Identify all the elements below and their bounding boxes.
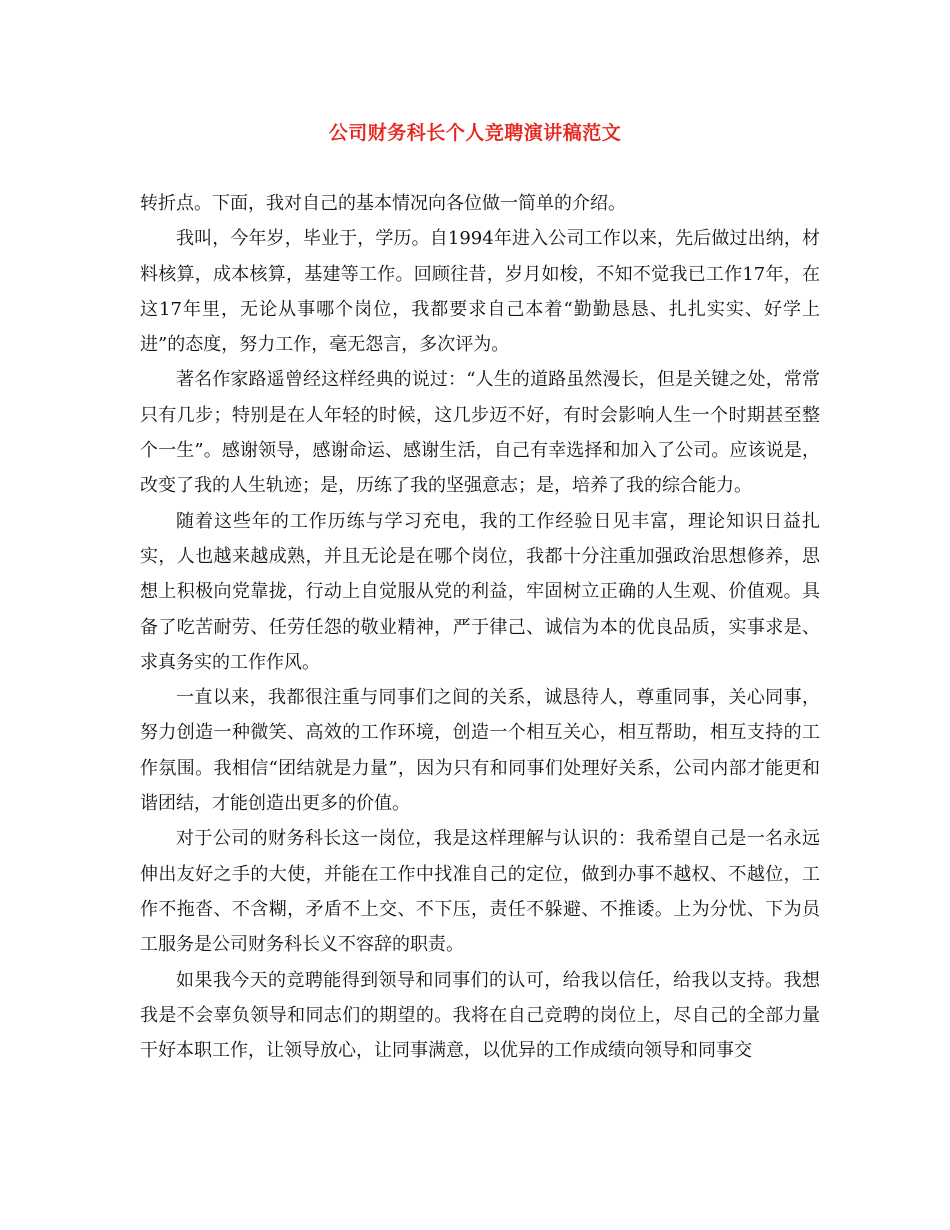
document-body [140, 186, 820, 1068]
paragraph-2: 我叫，今年岁，毕业于，学历。自1994年进入公司工作以来，先后做过出纳，材料核算，成本核算，基建等工作。回顾往昔，岁月如梭，不知不觉我已工作17年，在这17年里，无论从事哪个岗位，我都要求自己本着“勤勤恳恳、扎扎实实、好学上进”的态度，努力工作，毫无怨言，多次评为。 [140, 228, 820, 356]
paragraph-1: 转折点。下面，我对自己的基本情况向各位做一简单的介绍。 [140, 193, 626, 214]
document-title: 公司财务科长个人竞聘演讲稿范文 [328, 122, 622, 144]
paragraph-5: 一直以来，我都很注重与同事们之间的关系，诚恳待人，尊重同事，关心同事，努力创造一种微笑、高效的工作环境，创造一个相互关心，相互帮助，相互支持的工作氛围。我相信“团结就是力量”，因为只有和同事们处理好关系，公司内部才能更和谐团结，才能创造出更多的价值。 [140, 687, 820, 815]
paragraph-6: 对于公司的财务科长这一岗位，我是这样理解与认识的：我希望自己是一名永远伸出友好之手的大使，并能在工作中找准自己的定位，做到办事不越权、不越位，工作不拖沓、不含糊，矛盾不上交、不下压，责任不躲避、不推诿。上为分忧、下为员工服务是公司财务科长义不容辞的职责。 [140, 828, 820, 956]
paragraph-3: 著名作家路遥曾经这样经典的说过：“人生的道路虽然漫长，但是关键之处，常常只有几步；特别是在人年轻的时候，这几步迈不好，有时会影响人生一个时期甚至整个一生”。感谢领导，感谢命运、感谢生活，自己有幸选择和加入了公司。应该说是，改变了我的人生轨迹；是，历练了我的坚强意志；是，培养了我的综合能力。 [140, 369, 820, 497]
paragraph-4: 随着这些年的工作历练与学习充电，我的工作经验日见丰富，理论知识日益扎实，人也越来越成熟，并且无论是在哪个岗位，我都十分注重加强政治思想修养，思想上积极向党靠拢，行动上自觉服从党的利益，牢固树立正确的人生观、价值观。具备了吃苦耐劳、任劳任怨的敬业精神，严于律己、诚信为本的优良品质，实事求是、求真务实的工作作风。 [140, 510, 820, 673]
paragraph-7: 如果我今天的竞聘能得到领导和同事们的认可，给我以信任，给我以支持。我想我是不会辜负领导和同志们的期望的。我将在自己竞聘的岗位上，尽自己的全部力量干好本职工作，让领导放心，让同事满意，以优异的工作成绩向领导和同事交 [140, 969, 820, 1062]
